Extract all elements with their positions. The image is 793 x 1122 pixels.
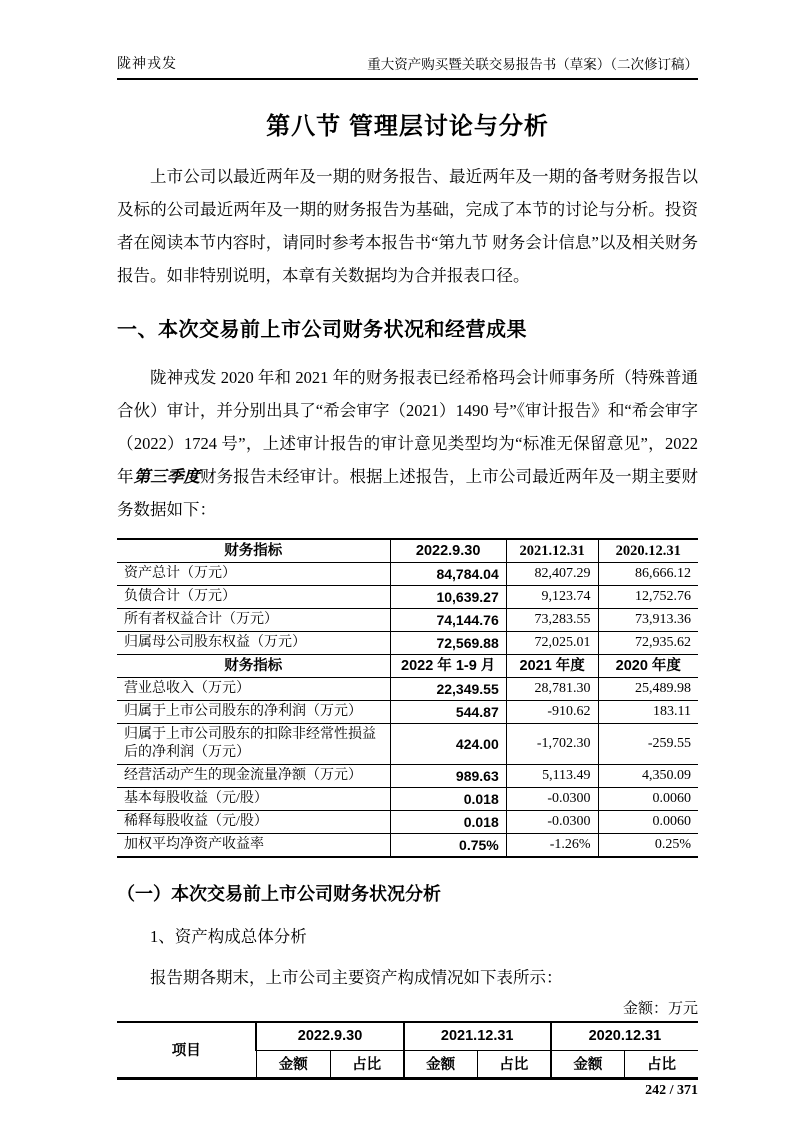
value-2020: 0.25% [598, 834, 698, 858]
value-2021: -1,702.30 [506, 724, 598, 765]
table-row [117, 834, 698, 858]
value-2021: 72,025.01 [506, 632, 598, 655]
header-period-2022: 2022.9.30 [390, 539, 506, 563]
page-header [117, 53, 698, 80]
header-amount: 金额 [551, 1050, 625, 1078]
value-2022: 424.00 [390, 724, 506, 765]
header-period-2022: 2022 年 1-9 月 [390, 655, 506, 678]
value-2020: 72,935.62 [598, 632, 698, 655]
value-2020: 0.0060 [598, 788, 698, 811]
emphasis-third-quarter: 第三季度 [133, 467, 201, 486]
table-row [117, 678, 698, 701]
header-period-2020: 2020.12.31 [551, 1022, 698, 1050]
value-2020: 183.11 [598, 701, 698, 724]
table-row [117, 609, 698, 632]
value-2022: 0.018 [390, 811, 506, 834]
value-2020: 73,913.36 [598, 609, 698, 632]
header-indicator: 财务指标 [117, 655, 390, 678]
row-label: 稀释每股收益（元/股） [117, 811, 390, 834]
header-company-name: 陇神戎发 [117, 57, 177, 72]
audit-paragraph [117, 361, 698, 526]
header-amount: 金额 [256, 1050, 330, 1078]
audit-paragraph-after: 财务报告未经审计。根据上述报告，上市公司最近两年及一期主要财务数据如下： [117, 467, 699, 519]
value-2022: 22,349.55 [390, 678, 506, 701]
row-label: 所有者权益合计（万元） [117, 609, 390, 632]
table-row [117, 632, 698, 655]
table-row [117, 788, 698, 811]
header-ratio: 占比 [330, 1050, 404, 1078]
value-2021: -910.62 [506, 701, 598, 724]
unit-note: 金额：万元 [622, 1001, 698, 1017]
row-label: 归属于上市公司股东的扣除非经常性损益后的净利润（万元） [117, 724, 390, 765]
value-2021: -0.0300 [506, 788, 598, 811]
header-period-2021: 2021.12.31 [404, 1022, 551, 1050]
row-label: 归属于上市公司股东的净利润（万元） [117, 701, 390, 724]
audit-paragraph-before: 陇神戎发 2020 年和 2021 年的财务报表已经希格玛会计师事务所（特殊普通合伙）审计，并分别出具了“希会审字（2021）1490 号”《审计报告》和“希会审字（2022）1724 号”，上述审计报告的审计意见类型均为“标准无保留意见”，2022 年 [117, 368, 698, 486]
table-row [117, 563, 698, 586]
page-number: 242 / 371 [645, 1082, 698, 1098]
value-2021: 28,781.30 [506, 678, 598, 701]
header-doc-title: 重大资产购买暨关联交易报告书（草案）（二次修订稿） [367, 57, 698, 72]
subsection-heading: （一）本次交易前上市公司财务状况分析 [117, 884, 441, 904]
value-2021: 82,407.29 [506, 563, 598, 586]
header-item: 项目 [117, 1022, 256, 1078]
row-label: 经营活动产生的现金流量净额（万元） [117, 765, 390, 788]
value-2021: -0.0300 [506, 811, 598, 834]
value-2020: 4,350.09 [598, 765, 698, 788]
header-indicator: 财务指标 [117, 539, 390, 563]
value-2020: 86,666.12 [598, 563, 698, 586]
asset-intro-paragraph: 报告期各期末，上市公司主要资产构成情况如下表所示： [150, 968, 563, 987]
header-period-2021: 2021 年度 [506, 655, 598, 678]
table-row [117, 701, 698, 724]
header-amount: 金额 [404, 1050, 478, 1078]
value-2022: 72,569.88 [390, 632, 506, 655]
value-2020: 25,489.98 [598, 678, 698, 701]
table-header-row-periods [117, 1022, 698, 1050]
value-2022: 84,784.04 [390, 563, 506, 586]
row-label: 归属母公司股东权益（万元） [117, 632, 390, 655]
table-row [117, 765, 698, 788]
table-header-row-balance [117, 539, 698, 563]
value-2021: 73,283.55 [506, 609, 598, 632]
value-2022: 544.87 [390, 701, 506, 724]
row-label: 营业总收入（万元） [117, 678, 390, 701]
header-ratio: 占比 [624, 1050, 698, 1078]
value-2022: 10,639.27 [390, 586, 506, 609]
point-heading: 1、资产构成总体分析 [150, 927, 307, 946]
row-label: 基本每股收益（元/股） [117, 788, 390, 811]
value-2020: 0.0060 [598, 811, 698, 834]
value-2021: 5,113.49 [506, 765, 598, 788]
table-row [117, 724, 698, 765]
intro-paragraph: 上市公司以最近两年及一期的财务报告、最近两年及一期的备考财务报告以及标的公司最近两年及一期的财务报告为基础，完成了本节的讨论与分析。投资者在阅读本节内容时，请同时参考本报告书“第九节 财务会计信息”以及相关财务报告。如非特别说明，本章有关数据均为合并报表口径。 [117, 167, 698, 285]
value-2022: 74,144.76 [390, 609, 506, 632]
header-period-2020: 2020 年度 [598, 655, 698, 678]
value-2022: 0.018 [390, 788, 506, 811]
value-2020: -259.55 [598, 724, 698, 765]
value-2021: 9,123.74 [506, 586, 598, 609]
section-heading-1: 一、本次交易前上市公司财务状况和经营成果 [117, 319, 527, 341]
value-2022: 0.75% [390, 834, 506, 858]
row-label: 资产总计（万元） [117, 563, 390, 586]
key-financials-table [117, 538, 698, 858]
header-period-2021: 2021.12.31 [506, 539, 598, 563]
row-label: 负债合计（万元） [117, 586, 390, 609]
table-row [117, 811, 698, 834]
value-2021: -1.26% [506, 834, 598, 858]
header-ratio: 占比 [477, 1050, 551, 1078]
header-period-2020: 2020.12.31 [598, 539, 698, 563]
header-period-2022: 2022.9.30 [256, 1022, 403, 1050]
table-header-row-income [117, 655, 698, 678]
table-row [117, 586, 698, 609]
value-2022: 989.63 [390, 765, 506, 788]
chapter-title: 第八节 管理层讨论与分析 [266, 113, 549, 140]
value-2020: 12,752.76 [598, 586, 698, 609]
row-label: 加权平均净资产收益率 [117, 834, 390, 858]
asset-composition-table [117, 1021, 698, 1080]
